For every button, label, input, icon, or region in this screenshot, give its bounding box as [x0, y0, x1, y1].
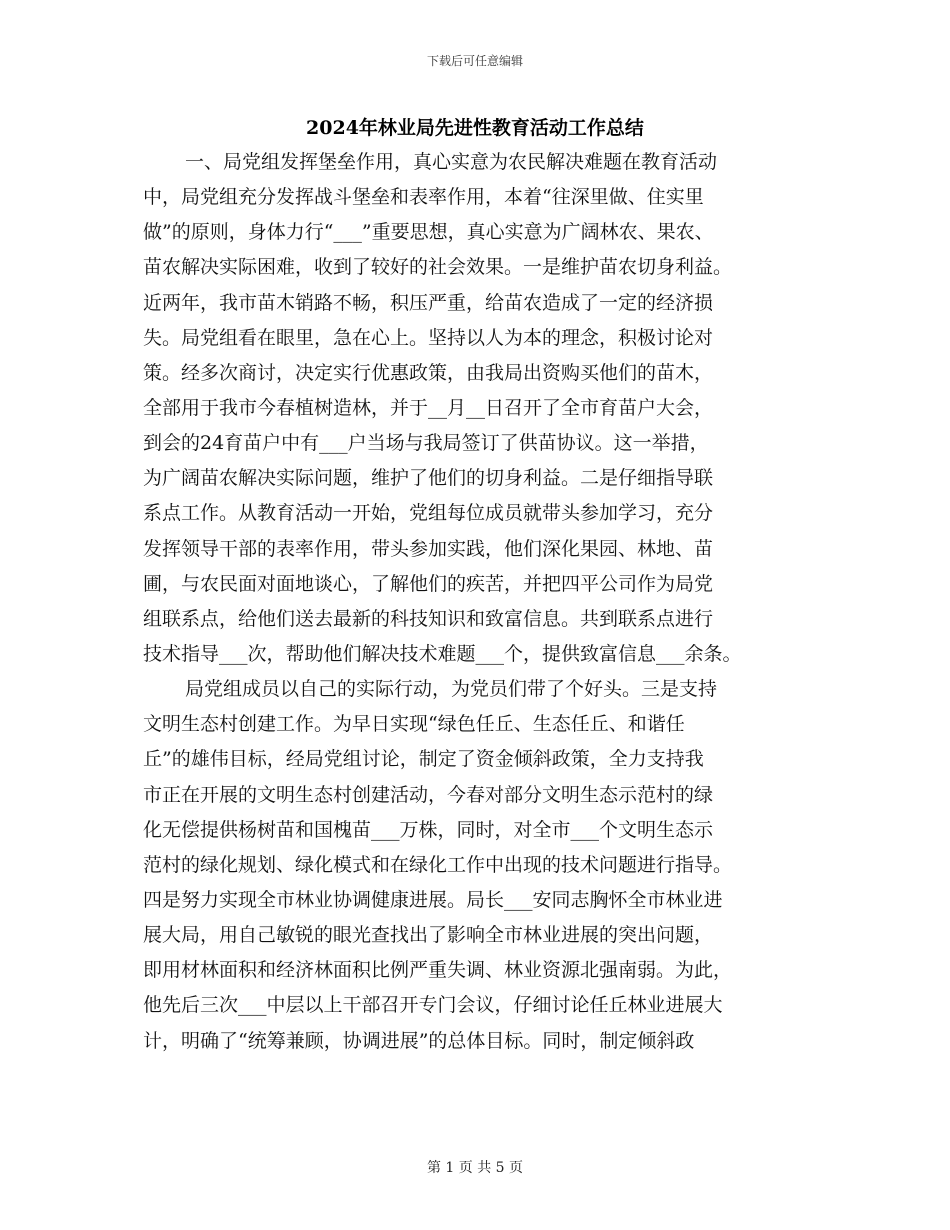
body-line: 丘”的雄伟目标，经局党组讨论，制定了资金倾斜政策，全力支持我: [143, 748, 704, 771]
body-line: 展大局，用自己敏锐的眼光查找出了影响全市林业进展的突出问题，: [143, 924, 714, 947]
body-line: 系点工作。从教育活动一开始，党组每位成员就带头参加学习，充分: [143, 502, 714, 525]
body-line: 化无偿提供杨树苗和国槐苗___万株，同时，对全市___个文明生态示: [143, 818, 714, 841]
page-number: 第 1 页 共 5 页: [426, 1160, 524, 1176]
body-line: 范村的绿化规划、绿化模式和在绿化工作中出现的技术问题进行指导。: [143, 853, 733, 876]
body-line: 一、局党组发挥堡垒作用，真心实意为农民解决难题在教育活动: [185, 151, 718, 173]
header-note: 下载后可任意编辑: [426, 54, 523, 68]
body-line: 计，明确了“统筹兼顾，协调进展”的总体目标。同时，制定倾斜政: [143, 1029, 695, 1052]
document-title: 2024年林业局先进性教育活动工作总结: [306, 117, 644, 139]
body-line: 市正在开展的文明生态村创建活动，今春对部分文明生态示范村的绿: [143, 783, 714, 806]
body-line: 圃，与农民面对面地谈心，了解他们的疾苦，并把四平公司作为局党: [143, 572, 714, 595]
body-line: 组联系点，给他们送去最新的科技知识和致富信息。共到联系点进行: [143, 607, 714, 630]
body-line: 为广阔苗农解决实际问题，维护了他们的切身利益。二是仔细指导联: [143, 467, 714, 490]
document-body: [143, 145, 808, 1059]
body-line: 文明生态村创建工作。为早日实现“绿色任丘、生态任丘、和谐任: [143, 713, 685, 736]
body-line: 失。局党组看在眼里，急在心上。坚持以人为本的理念，积极讨论对: [143, 326, 714, 349]
body-line: 到会的24育苗户中有___户当场与我局签订了供苗协议。这一举措，: [143, 432, 709, 455]
body-line: 做”的原则，身体力行“___”重要思想，真心实意为广阔林农、果农、: [143, 221, 714, 244]
body-line: 四是努力实现全市林业协调健康进展。局长___安同志胸怀全市林业进: [143, 888, 723, 911]
body-line: 苗农解决实际困难，收到了较好的社会效果。一是维护苗农切身利益。: [143, 256, 733, 279]
body-line: 发挥领导干部的表率作用，带头参加实践，他们深化果园、林地、苗: [143, 537, 714, 560]
body-line: 近两年，我市苗木销路不畅，积压严重，给苗农造成了一定的经济损: [143, 291, 714, 314]
body-line: 全部用于我市今春植树造林，并于__月__日召开了全市育苗户大会，: [143, 396, 714, 419]
body-line: 策。经多次商讨，决定实行优惠政策，由我局出资购买他们的苗木，: [143, 361, 714, 384]
body-line: 局党组成员以自己的实际行动，为党员们带了个好头。三是支持: [185, 678, 718, 701]
body-line: 中，局党组充分发挥战斗堡垒和表率作用，本着“往深里做、住实里: [143, 186, 704, 209]
body-line: 他先后三次___中层以上干部召开专门会议，仔细讨论任丘林业进展大: [143, 994, 723, 1017]
body-line: 技术指导___次，帮助他们解决技术难题___个，提供致富信息___余条。: [143, 642, 742, 665]
body-line: 即用材林面积和经济林面积比例严重失调、林业资源北强南弱。为此，: [143, 959, 733, 982]
